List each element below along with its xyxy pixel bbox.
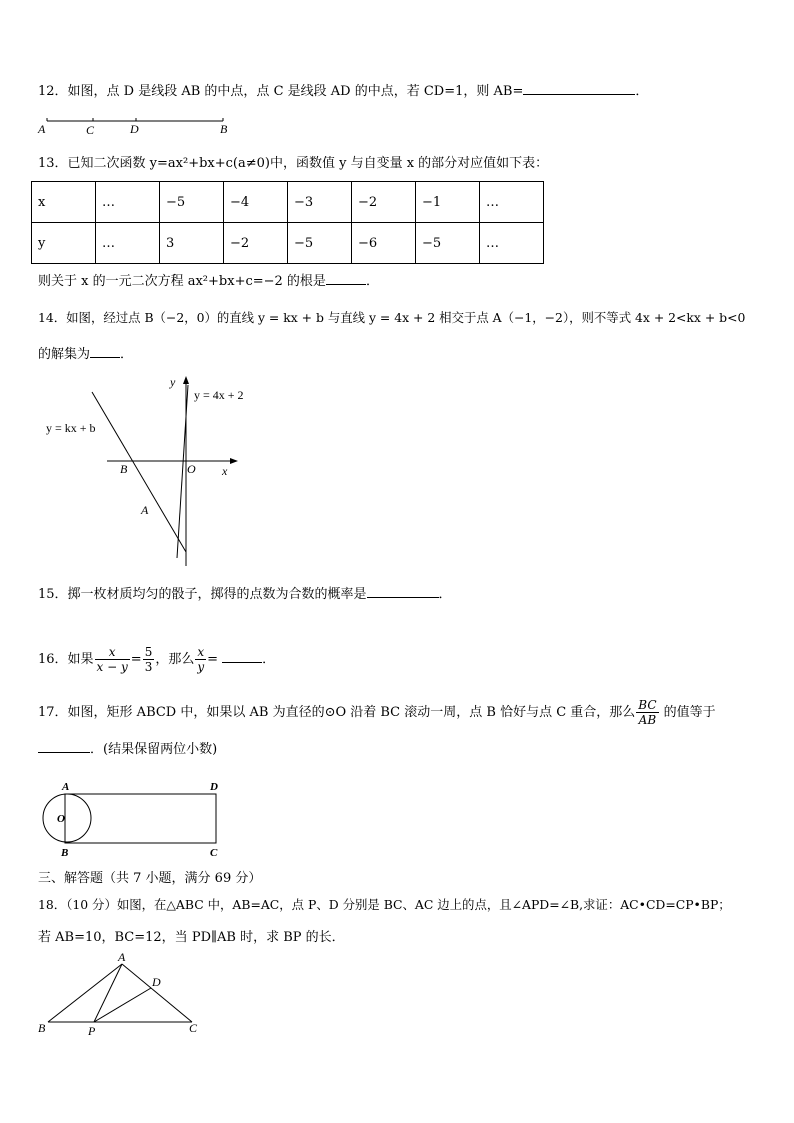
q16-f3-num: x [197, 645, 205, 659]
q15-end: ． [438, 587, 452, 602]
q13-question: 则关于 x 的一元二次方程 ax²+bx+c=−2 的根是 [38, 274, 326, 289]
table-cell: −2 [224, 223, 288, 264]
q14-line-kxb [92, 392, 186, 552]
q13-end: ． [365, 274, 379, 289]
q17-fraction [636, 698, 658, 727]
section-3-heading [38, 870, 261, 888]
question-18-line2 [38, 929, 345, 947]
q17-frac-num: BC [638, 698, 657, 712]
table-row-x [32, 182, 544, 223]
q17-label-o: O [57, 813, 65, 825]
question-13-ask [38, 272, 379, 291]
q12-label-d: D [130, 122, 139, 136]
q12-end: ． [635, 84, 649, 99]
q12-text: 12．如图，点 D 是线段 AB 的中点，点 C 是线段 AD 的中点，若 CD=1，则 AB= [38, 84, 524, 99]
q18-label-a: A [118, 950, 126, 964]
q18-label-d: D [152, 975, 161, 989]
table-cell: −5 [416, 223, 480, 264]
q12-label-b: B [220, 122, 228, 136]
question-16 [38, 640, 275, 680]
table-cell: … [480, 182, 544, 223]
q17-frac-den: AB [638, 713, 657, 727]
q17-tail: 的值等于 [663, 705, 716, 720]
table-cell: −1 [416, 182, 480, 223]
q17-label-b: B [61, 847, 69, 859]
q17-label-c: C [210, 847, 218, 859]
question-13 [38, 155, 548, 173]
q14-label-x: x [222, 464, 228, 478]
table-cell: −5 [288, 223, 352, 264]
table-cell: … [480, 223, 544, 264]
q18-triangle-figure [34, 950, 214, 1040]
q18-text: 18．（10 分）如图，在△ABC 中，AB=AC，点 P、D 分别是 BC、AC 边上的点，且∠APD=∠B,求证：AC•CD=CP•BP； [38, 897, 731, 912]
table-cell: −2 [352, 182, 416, 223]
q14-label-a: A [141, 503, 149, 517]
question-14 [38, 309, 745, 327]
q14-label-line1: y = 4x + 2 [194, 388, 244, 402]
q18-label-p: P [88, 1024, 96, 1038]
q15-answer-blank[interactable] [367, 585, 439, 598]
section-3-text: 三、解答题（共 7 小题，满分 69 分） [38, 871, 262, 886]
q14-answer-blank[interactable] [90, 345, 120, 358]
question-12 [38, 82, 648, 101]
q17-label-a: A [62, 781, 70, 793]
question-15 [38, 585, 452, 604]
table-cell: … [96, 182, 160, 223]
q12-segment-figure [30, 112, 240, 138]
q14-label-b: B [120, 462, 128, 476]
table-cell: −5 [160, 182, 224, 223]
q12-answer-blank[interactable] [523, 82, 635, 95]
q16-fraction-2 [143, 645, 155, 674]
q14-text: 14．如图，经过点 B（−2，0）的直线 y = kx + b 与直线 y = 4x + 2 相交于点 A（−1，−2），则不等式 4x + 2<kx + b<0 [38, 310, 746, 325]
q16-f1-num: x [95, 645, 130, 660]
q17-text: 17．如图，矩形 ABCD 中，如果以 AB 为直径的⊙O 沿着 BC 滚动一周，点 B 恰好与点 C 重合，那么 [38, 705, 636, 720]
q13-answer-blank[interactable] [326, 272, 366, 285]
q15-text: 15．掷一枚材质均匀的骰子，掷得的点数为合数的概率是 [38, 587, 367, 602]
q17-rectangle-figure [40, 778, 230, 860]
q16-fraction-1 [95, 645, 130, 674]
q18-label-b: B [38, 1021, 46, 1035]
table-row-y [32, 223, 544, 264]
q16-equals-2: = [207, 652, 219, 667]
table-cell: y [32, 223, 96, 264]
table-cell: −4 [224, 182, 288, 223]
q16-answer-blank[interactable] [222, 650, 262, 663]
q16-f2-den: 3 [144, 660, 153, 674]
q12-label-a: A [38, 122, 46, 136]
table-cell: x [32, 182, 96, 223]
q16-equals: = [130, 652, 142, 667]
q14-label-y: y [170, 375, 176, 389]
q16-f2-num: 5 [144, 645, 153, 659]
question-14-line2 [38, 345, 133, 364]
q17-answer-blank[interactable] [38, 740, 90, 753]
q17-label-d: D [210, 781, 218, 793]
q16-end: ． [262, 652, 276, 667]
q12-label-c: C [86, 123, 95, 137]
table-cell: 3 [160, 223, 224, 264]
q14-graph-figure [40, 372, 270, 572]
q13-text: 13．已知二次函数 y=ax²+bx+c(a≠0)中，函数值 y 与自变量 x 的部分对应值如下表： [38, 156, 549, 171]
table-cell: … [96, 223, 160, 264]
table-cell: −3 [288, 182, 352, 223]
q16-fraction-3 [195, 645, 206, 674]
q14-text2: 的解集为 [38, 347, 91, 362]
q13-value-table [31, 181, 544, 264]
table-cell: −6 [352, 223, 416, 264]
q14-label-line2: y = kx + b [46, 421, 96, 435]
question-17 [38, 693, 716, 733]
q16-f3-den: y [197, 660, 205, 674]
q16-f1-den: x − y [96, 660, 128, 674]
q14-label-o: O [187, 462, 196, 476]
question-17-line2 [38, 740, 217, 759]
q16-prefix: 16．如果 [38, 652, 94, 667]
q16-mid: ，那么 [155, 652, 195, 667]
q18-label-c: C [189, 1021, 198, 1035]
q17-text2: ．(结果保留两位小数) [90, 742, 218, 757]
q14-end: ． [120, 347, 134, 362]
question-18 [38, 896, 731, 914]
q18-text2: 若 AB=10，BC=12，当 PD∥AB 时，求 BP 的长． [38, 930, 345, 945]
